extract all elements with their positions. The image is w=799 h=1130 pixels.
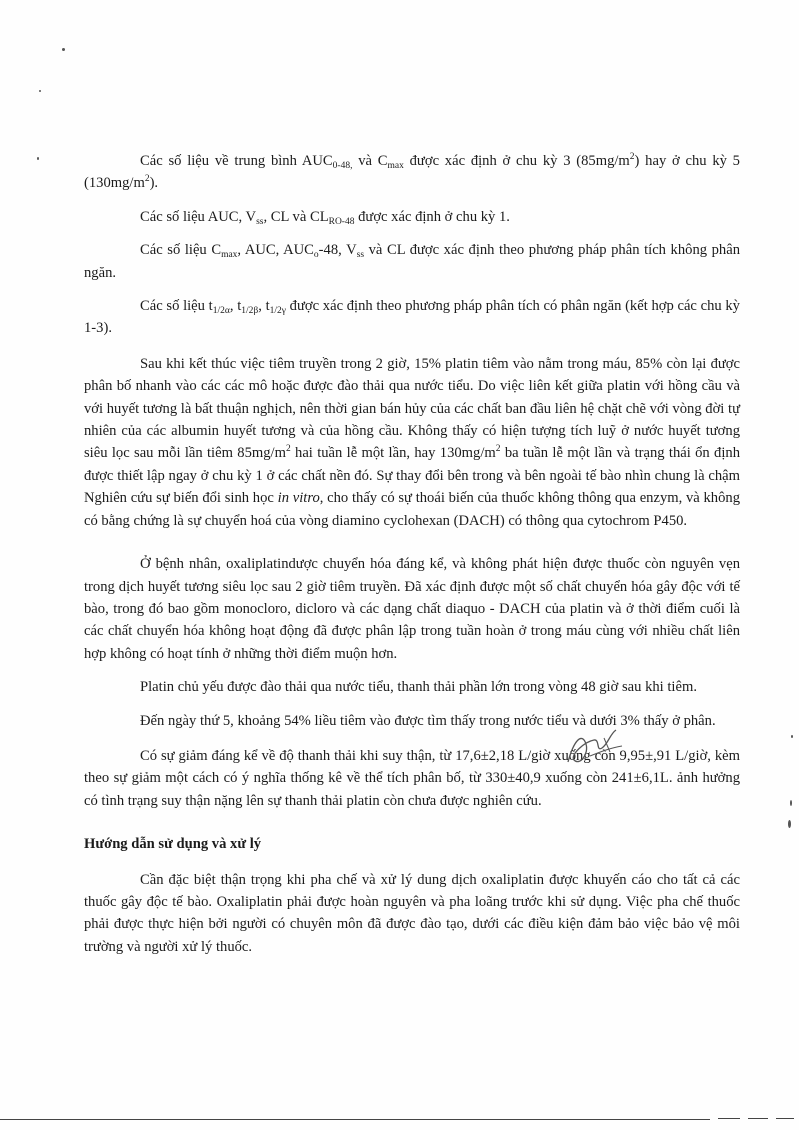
subscript: 1/2β — [241, 306, 259, 317]
footer-rule-dash — [748, 1118, 768, 1119]
paragraph-noncompartmental — [84, 239, 740, 284]
footer-rule — [0, 1119, 710, 1120]
paragraph-handling: Cần đặc biệt thận trọng khi pha chế và xử lý dung dịch oxaliplatin được khuyến cáo cho tất cả các thuốc gây độc tế bào. Oxaliplatin phải được hoàn nguyên và pha loãng trước khi sử dụng. Việc pha chế thuốc phải được thực hiện bởi người có chuyên môn đã được đào tạo, dưới các điều kiện đảm bảo việc bảo vệ môi trường và người xử lý thuốc. — [84, 871, 740, 955]
text-span: được xác định theo phương pháp phân tích có phân ngăn (kết hợp các chu kỳ 1-3). — [84, 298, 740, 337]
italic-term: in vitro — [277, 490, 320, 507]
text-span: ). — [149, 175, 159, 192]
superscript: 2 — [144, 174, 150, 185]
paragraph-metabolism: Ở bệnh nhân, oxaliplatindược chuyển hóa đáng kể, và không phát hiện được thuốc còn nguyên vẹn trong dịch huyết tương siêu lọc sau 2 giờ tiêm truyền. Đã xác định được một số chất chuyển hóa gây độc với tế bào, trong đó bao gồm monocloro, dicloro và các dạng chất diaquo - DACH của platin và ở thời điểm cuối là các chất chuyển hóa không hoạt động đã được phân lập trong tuần hoàn ở trong máu cùng với nhiều chất liên hợp không có hoạt tính ở những thời điểm muộn hơn. — [84, 556, 740, 662]
text-span: Các số liệu t — [140, 298, 213, 315]
subscript: max — [387, 161, 404, 171]
scan-speck — [790, 800, 792, 806]
scan-speck — [39, 90, 41, 92]
subscript: RO-48 — [328, 216, 355, 227]
paragraph-renal-impairment: Có sự giảm đáng kể về độ thanh thải khi suy thận, từ 17,6±2,18 L/giờ xuống còn 9,95±,91 L/giờ, kèm theo sự giảm một cách có ý nghĩa thống kê về thể tích phân bố, từ 330±40,9 xuống còn 241±6,1L. ảnh hưởng có tình trạng suy thận nặng lên sự thanh thải platin còn chưa được nghiên cứu. — [84, 747, 740, 809]
paragraph-auc-vss — [84, 206, 740, 228]
scan-speck — [37, 157, 39, 160]
text-span: được xác định ở chu kỳ 1. — [354, 208, 510, 225]
footer-rule-dash — [776, 1118, 794, 1119]
subscript: 1/2γ — [269, 306, 286, 317]
scan-speck — [791, 735, 793, 738]
document-body — [84, 150, 740, 958]
text-span: và CL được xác định theo phương pháp phân tích không phân ngăn. — [84, 242, 741, 281]
subscript: ss — [356, 250, 365, 261]
scan-speck — [788, 820, 791, 828]
scan-speck — [62, 48, 65, 51]
handwritten-signature-icon — [560, 722, 630, 772]
paragraph-elimination: Platin chủ yếu được đào thải qua nước tiểu, thanh thải phần lớn trong vòng 48 giờ sau khi tiêm. — [140, 679, 697, 696]
paragraph-distribution — [84, 353, 740, 532]
text-span: , CL và CL — [263, 208, 329, 225]
superscript: 2 — [285, 444, 291, 455]
section-heading-handling: Hướng dẫn sử dụng và xử lý — [84, 836, 262, 853]
paragraph-day-five: Đến ngày thứ 5, khoảng 54% liều tiêm vào được tìm thấy trong nước tiểu và dưới 3% thấy ở phân. — [140, 712, 716, 729]
superscript: 2 — [495, 444, 501, 455]
text-span: ) hay ở chu kỳ 5 (130mg/m — [84, 153, 740, 192]
paragraph-auc-cmax — [84, 150, 740, 195]
text-span: , AUC, AUC — [237, 242, 314, 259]
footer-rule-dash — [718, 1118, 740, 1119]
text-span: -48, V — [318, 242, 357, 259]
text-span: Các số liệu AUC, V — [140, 208, 257, 225]
text-span: và C — [352, 153, 388, 169]
superscript: 2 — [629, 152, 635, 162]
text-span: Sau khi kết thúc việc tiêm truyền trong 2 giờ, 15% platin tiêm vào nằm trong máu, 85% còn lại được phân bố nhanh vào các các mô hoặc được đào thải qua nước tiểu. Do việc liên kết giữa platin với hồng cầu và với huyết tương là bất thuận nghịch, nên thời gian bán hủy của các chất ban đầu liên hệ chặt chẽ với vòng đời tự nhiên của các albumin huyết tương và của hồng cầu. Không thấy có hiện tượng tích luỹ ở nước huyết tương siêu lọc sau mỗi lần tiêm 85mg/m — [84, 355, 740, 462]
text-span: , t — [229, 298, 242, 315]
text-span: ba tuần lễ một lần và trạng thái ổn định được thiết lập ngay ở chu kỳ 1 ở các chất nền đó. Sự thay đổi bên trong và bên ngoài tế bào nhìn chung là chậm Nghiên cứu sự biến đổi sinh học — [84, 445, 740, 507]
text-span: hai tuần lễ một lần, hay 130mg/m — [290, 445, 496, 462]
subscript: 1/2α — [212, 306, 230, 317]
subscript: max — [221, 250, 238, 261]
subscript: 0-48, — [332, 161, 353, 171]
text-span: Các số liệu C — [140, 242, 222, 259]
subscript: ss — [256, 216, 264, 227]
text-span: , t — [258, 298, 270, 315]
subscript: o — [313, 250, 319, 261]
paragraph-half-life — [84, 295, 740, 340]
text-span: được xác định ở chu kỳ 3 (85mg/m — [403, 153, 630, 169]
text-span: Các số liệu về trung bình AUC — [140, 153, 333, 169]
text-span: , cho thấy có sự thoái biến của thuốc không thông qua enzym, và không có bằng chứng là sự chuyển hoá của vòng diamino cyclohexan (DACH) có thông qua cytochrom P450. — [84, 490, 740, 529]
